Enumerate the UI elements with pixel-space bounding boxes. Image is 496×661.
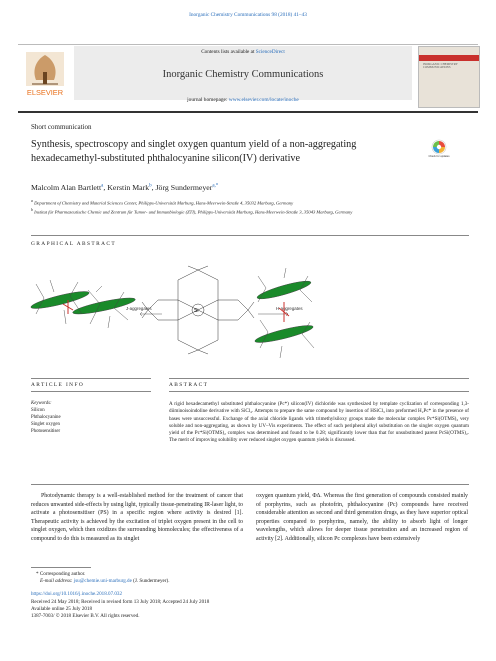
email-link[interactable]: jsu@chemie.uni-marburg.de	[73, 578, 132, 584]
affiliation-b: $^b$ Institut für Pharmazeutische Chemie und Zentrum für Tumor- und Immunbiologie (ZTI), Philipps-Universität Marburg, Hans-Meerwein-Straße 3, 35043 Marburg, Germany	[31, 207, 353, 215]
author-2[interactable]: , Kerstin Mark	[103, 183, 150, 192]
header-rule-thick	[18, 111, 478, 113]
abstract-rule-2	[169, 391, 469, 392]
affiliation-a: $^a$ Department of Chemistry and Material Sciences Center, Philipps-Universität Marburg, Hans-Meerwein-Straße 4, 35032 Marburg, Germany	[31, 199, 294, 206]
author-list: Malcolm Alan Bartlett$^a$, Kerstin Mark$^b$, Jörg Sundermeyer$^{a,*}$	[31, 183, 219, 192]
email-note: E-mail address: jsu@chemie.uni-marburg.de (J. Sundermeyer).	[40, 578, 170, 584]
h-aggregate-molecules	[254, 268, 314, 358]
elsevier-logo	[24, 50, 66, 98]
article-info-rule	[31, 378, 151, 379]
phthalocyanine-structure	[142, 266, 254, 354]
keywords-label: Keywords:	[31, 401, 52, 406]
article-info-heading: ARTICLE INFO	[31, 382, 85, 388]
elsevier-wordmark: ELSEVIER	[26, 88, 64, 97]
abstract-text: A rigid hexadecamethyl substituted phthalocyanine (Pc*) silicon(IV) dichloride was synthesized by template cyclization of corresponding 1,3-diiminoisoindoline derivative with SiCl₄. Attempts to prepare the same compound by insertion of HSiCl₃ into preformed H₂Pc* in the presence of bases were unsuccessful. Exchange of the axial chloride ligands with trimethylsiloxy groups made the molecular complex Pc*Si(OTMS)₂ very soluble and non-aggregating, as shown by UV–Vis experiments. The effect of such peripheral alkyl substitution on the singlet oxygen quantum yield of the Pc*Si(OTMS)₂ complex was determined and found to be 0.28; significantly lower than that for unsubstituted parent PcSi(OTMS)₂. The merit of improving solubility over reduced singlet oxygen quantum yields is discussed.	[169, 401, 469, 444]
available-online: Available online 25 July 2018	[31, 606, 93, 612]
article-type: Short communication	[31, 123, 92, 131]
contents-line: Contents lists available at ScienceDirect	[201, 49, 285, 55]
body-column-left: Photodynamic therapy is a well-established method for the treatment of cancer that reduces unwanted side-effects by using light, typically tissue-penetrating IR-laser light, to activate a photosensitiser (PS) in a specific region where activity is desired [1]. Therapeutic activity is achieved by the excitation of triplet oxygen present in the cell to singlet oxygen, which then oxidizes the surrounding biomolecules; the effectiveness of a compound to do this is measured as its singlet	[31, 493, 243, 542]
h-aggregates-label: H-aggregates	[276, 306, 303, 311]
cover-title: INORGANIC CHEMISTRY COMMUNICATIONS	[423, 62, 458, 70]
ga-rule	[31, 235, 469, 236]
article-info-rule-2	[31, 391, 151, 392]
abstract-rule	[169, 378, 469, 379]
j-aggregate-molecules	[30, 280, 136, 328]
body-column-right: oxygen quantum yield, Φ∆. Whereas the first generation of compounds consisted mainly of porphyrins, such as photofrin, phthalocyanine (Pc) compounds have received considerable attention as second and third generation drugs, as they have superior optical properties compared to porphyrins, namely, the ability to absorb light of longer wavelengths, which allows for deeper tissue penetration and an increased region of activity [2]. Additionally, silicon Pc complexes have been extensively	[256, 493, 468, 542]
graphical-abstract-heading: GRAPHICAL ABSTRACT	[31, 241, 117, 247]
journal-citation[interactable]: Inorganic Chemistry Communications 98 (2018) 41–43	[189, 12, 307, 18]
author-1[interactable]: Malcolm Alan Bartlett	[31, 183, 102, 192]
svg-text:Si: Si	[194, 308, 199, 314]
j-aggregates-label: J-aggregates	[126, 306, 152, 311]
received-dates: Received 24 May 2018; Received in revised form 13 July 2018; Accepted 24 July 2018	[31, 599, 210, 605]
graphical-abstract-figure[interactable]	[30, 262, 480, 367]
abstract-heading: ABSTRACT	[169, 382, 209, 388]
check-for-updates-label: Check for updates	[428, 155, 450, 158]
header-rule	[18, 44, 478, 45]
keyword: Phthalocyanine	[31, 415, 61, 420]
article-title: Synthesis, spectroscopy and singlet oxygen quantum yield of a non-aggregating hexadecamethyl-substituted phthalocyanine silicon(IV) derivative	[31, 139, 357, 164]
journal-name: Inorganic Chemistry Communications	[162, 69, 324, 80]
cover-band	[419, 55, 479, 61]
keyword: Silicon	[31, 408, 45, 413]
issn-copyright: 1387-7003/ © 2018 Elsevier B.V. All rights reserved.	[31, 613, 140, 619]
body-rule	[31, 484, 469, 485]
doi-link[interactable]: https://doi.org/10.1016/j.inoche.2018.07.032	[31, 591, 123, 597]
keyword: Singlet oxygen	[31, 422, 60, 427]
affiliations	[31, 198, 461, 215]
author-3[interactable]: , Jörg Sundermeyer	[151, 183, 213, 192]
homepage-line: journal homepage: www.elsevier.com/locate/inoche	[187, 97, 299, 103]
check-for-updates-icon[interactable]	[427, 138, 451, 162]
journal-cover[interactable]	[418, 46, 480, 108]
homepage-link[interactable]: www.elsevier.com/locate/inoche	[228, 97, 299, 103]
corresponding-author-note: * Corresponding author.	[36, 571, 86, 577]
footnote-rule	[31, 567, 91, 568]
sciencedirect-link[interactable]: ScienceDirect	[255, 49, 285, 55]
keyword: Photosensitiser	[31, 429, 61, 434]
